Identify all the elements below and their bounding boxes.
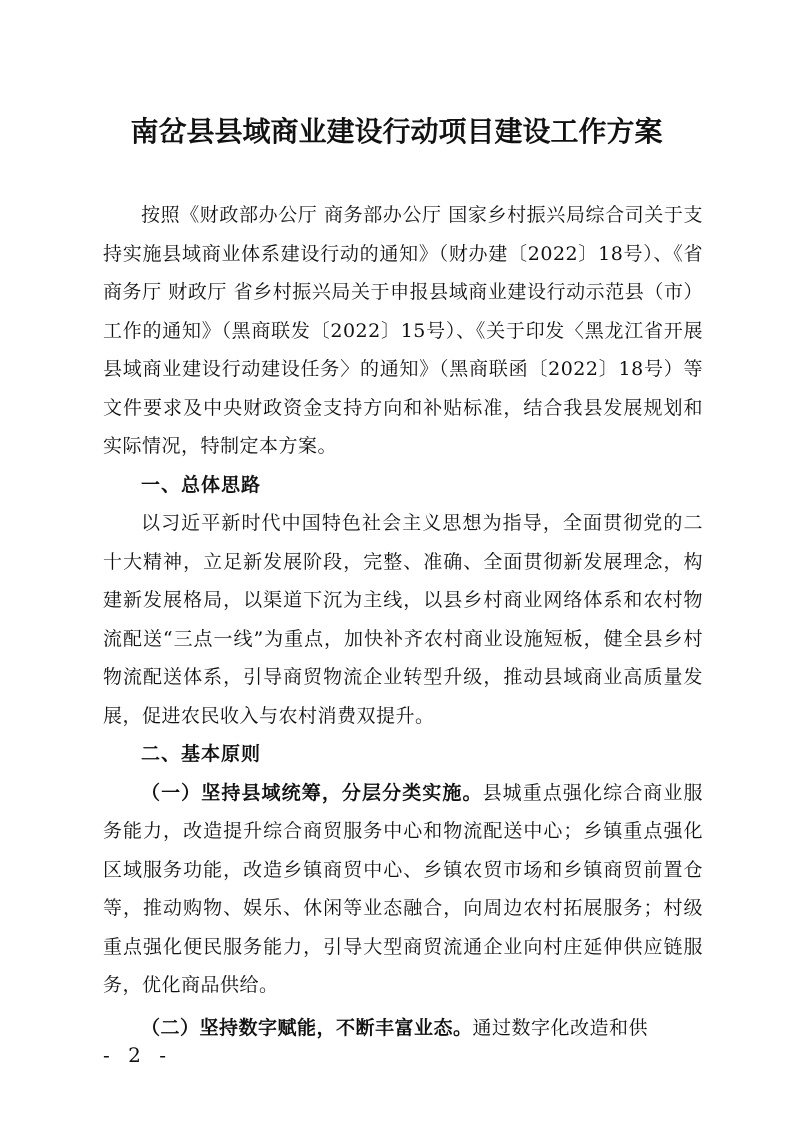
page-number: - 2 - (103, 1043, 172, 1067)
intro-paragraph: 按照《财政部办公厅 商务部办公厅 国家乡村振兴局综合司关于支持实施县域商业体系建设行动的通知》（财办建〔2022〕18号）、《省商务厅 财政厅 省乡村振兴局关于申报县域商业建设行动示范县（市）工作的通知》（黑商联发〔2022〕15号）、《关于印发〈黑龙江省开展县域商业建设行动建设任务〉的通知》（黑商联函〔2022〕18号）等文件要求及中央财政资金支持方向和补贴标准，结合我县发展规划和实际情况，特制定本方案。 (103, 204, 703, 457)
principle-1-paragraph (103, 774, 703, 1005)
principle-2-text: 通过数字化改造和供 (472, 1016, 649, 1039)
principle-2-lead: （二）坚持数字赋能，不断丰富业态。 (141, 1016, 473, 1039)
document-title: 南岔县县域商业建设行动项目建设工作方案 (130, 115, 663, 148)
principle-2-paragraph (103, 1009, 703, 1048)
section-heading-basic-principles: 二、基本原则 (141, 743, 262, 765)
principle-1-lead: （一）坚持县域统筹，分层分类实施。 (141, 781, 483, 804)
document-body (103, 196, 703, 1047)
overall-approach-paragraph: 以习近平新时代中国特色社会主义思想为指导，全面贯彻党的二十大精神，立足新发展阶段，完整、准确、全面贯彻新发展理念，构建新发展格局，以渠道下沉为主线，以县乡村商业网络体系和农村物流配送“三点一线”为重点，加快补齐农村商业设施短板，健全县乡村物流配送体系，引导商贸物流企业转型升级，推动县域商业高质量发展，促进农民收入与农村消费双提升。 (103, 512, 703, 727)
principle-1-text: 县城重点强化综合商业服务能力，改造提升综合商贸服务中心和物流配送中心；乡镇重点强化区域服务功能，改造乡镇商贸中心、乡镇农贸市场和乡镇商贸前置仓等，推动购物、娱乐、休闲等业态融合，向周边农村拓展服务；村级重点强化便民服务能力，引导大型商贸流通企业向村庄延伸供应链服务，优化商品供给。 (103, 781, 703, 996)
section-heading-overall-approach: 一、总体思路 (141, 473, 262, 496)
